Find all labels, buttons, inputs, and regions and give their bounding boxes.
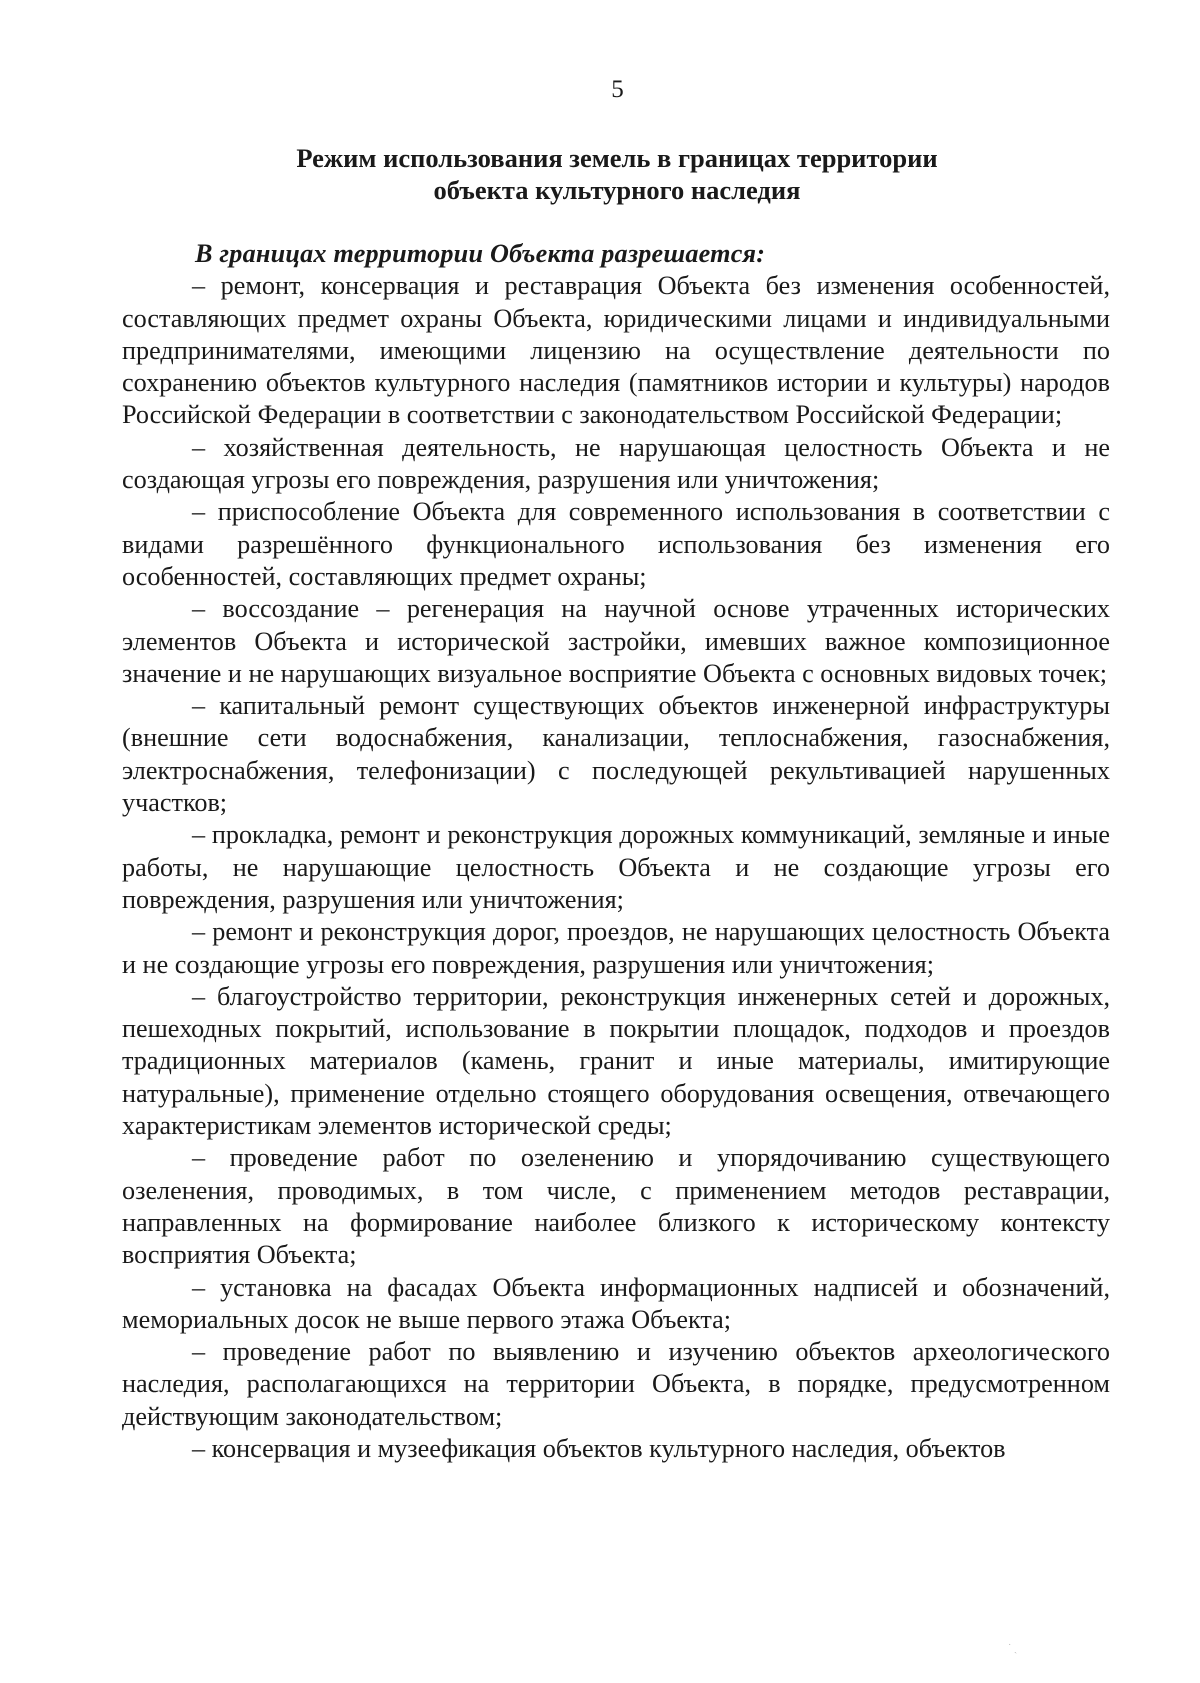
list-item: – проведение работ по озеленению и упорядочиванию существующего озеленения, проводимых, в том числе, с применением методов реставрации, направленных на формирование наиболее близкого к историческому контексту восприятия Объекта; [122,1143,1110,1270]
list-item: – приспособление Объекта для современного использования в соответствии с видами разрешённого функционального использования без изменения его особенностей, составляющих предмет охраны; [122,497,1110,591]
document-body [122,238,1110,1465]
page-number: 5 [611,76,624,103]
title-line-1: Режим использования земель в границах территории [296,143,938,173]
list-item: – установка на фасадах Объекта информационных надписей и обозначений, мемориальных досок не выше первого этажа Объекта; [122,1272,1110,1334]
section-heading: В границах территории Объекта разрешается: [195,239,766,268]
list-item: – воссоздание – регенерация на научной основе утраченных исторических элементов Объекта и исторической застройки, имевших важное композиционное значение и не нарушающих визуальное восприятие Объекта с основных видовых точек; [122,594,1110,688]
scan-artifact: ˙ ˎ [1008,1643,1018,1654]
list-item: – ремонт и реконструкция дорог, проездов, не нарушающих целостность Объекта и не создающие угрозы его повреждения, разрушения или уничтожения; [122,917,1110,979]
document-title [120,142,1114,206]
list-item: – проведение работ по выявлению и изучению объектов археологического наследия, располагающихся на территории Объекта, в порядке, предусмотренном действующим законодательством; [122,1337,1110,1431]
list-item: – благоустройство территории, реконструкция инженерных сетей и дорожных, пешеходных покрытий, использование в покрытии площадок, подходов и проездов традиционных материалов (камень, гранит и иные материалы, имитирующие натуральные), применение отдельно стоящего оборудования освещения, отвечающего характеристикам элементов исторической среды; [122,981,1110,1141]
list-item: – ремонт, консервация и реставрация Объекта без изменения особенностей, составляющих предмет охраны Объекта, юридическими лицами и индивидуальными предпринимателями, имеющими лицензию на осуществление деятельности по сохранению объектов культурного наследия (памятников истории и культуры) народов Российской Федерации в соответствии с законодательством Российской Федерации; [122,271,1110,430]
list-item: – прокладка, ремонт и реконструкция дорожных коммуникаций, земляные и иные работы, не нарушающие целостность Объекта и не создающие угрозы его повреждения, разрушения или уничтожения; [122,820,1110,914]
list-item: – хозяйственная деятельность, не нарушающая целостность Объекта и не создающая угрозы его повреждения, разрушения или уничтожения; [122,432,1110,495]
list-item: – капитальный ремонт существующих объектов инженерной инфраструктуры (внешние сети водоснабжения, канализации, теплоснабжения, газоснабжения, электроснабжения, телефонизации) с последующей рекультивацией нарушенных участков; [122,691,1110,818]
title-line-2: объекта культурного наследия [433,175,801,205]
list-item: – консервация и музеефикация объектов культурного наследия, объектов [192,1433,1006,1463]
